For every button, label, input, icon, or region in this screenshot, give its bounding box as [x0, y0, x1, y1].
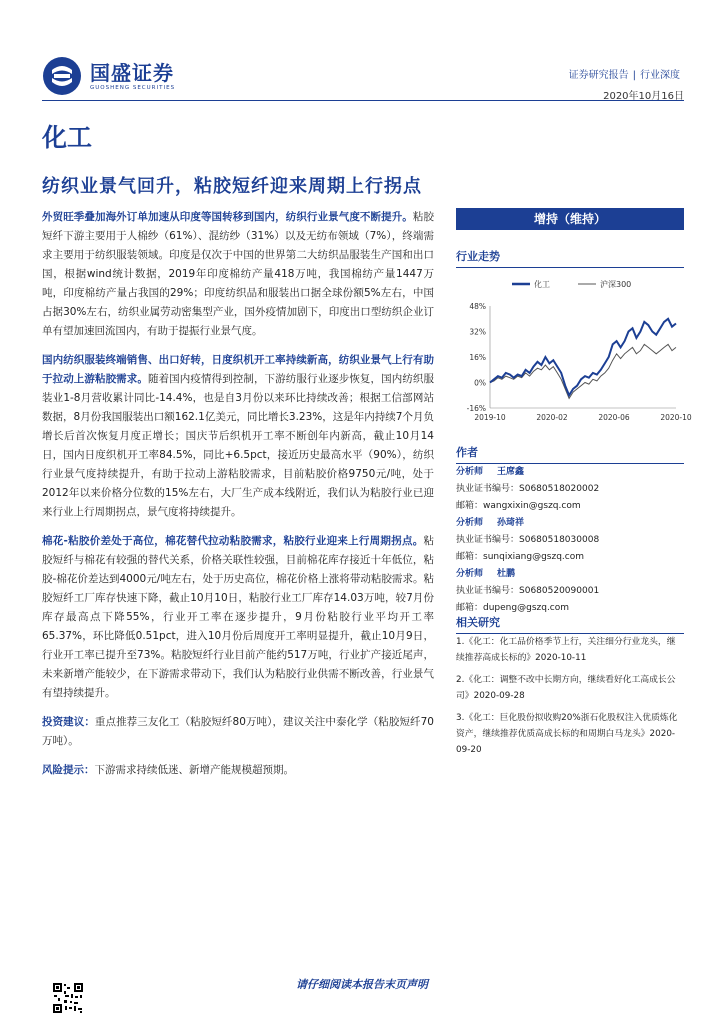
y-tick-label: 0%	[474, 378, 486, 388]
paragraph-body: 下游需求持续低迷、新增产能规模超预期。	[94, 764, 294, 776]
header-divider	[42, 100, 684, 101]
related-item[interactable]: 3.《化工：巨化股份拟收购20%浙石化股权注入优质炼化资产，继续推荐优质高成长标的和周期白马龙头》2020-09-20	[456, 713, 678, 755]
x-tick-label: 2020-06	[598, 413, 630, 422]
series-line-1	[490, 344, 676, 398]
x-tick-label: 2020-10	[660, 413, 692, 422]
author-email[interactable]: dupeng@gszq.com	[483, 603, 570, 613]
paragraph-lead: 投资建议：	[42, 716, 95, 728]
related-title: 相关研究	[456, 614, 684, 634]
author-name: 王席鑫	[497, 467, 525, 477]
trend-chart-svg	[456, 272, 692, 432]
author-role: 分析师	[456, 518, 484, 528]
paragraph-body: 粘胶短纤与棉花有较强的替代关系，价格关联性较强，目前棉花库存接近十年低位，粘胶-棉花价差达到4000元/吨左右，处于历史高位，棉花价格上涨将带动粘胶需求。粘胶短纤工厂库存快速下降，截止10月10日，粘胶行业工厂库存14.03万吨，较7月份库存最高点下降55%，行业开工率在逐步提升，9月份粘胶行业平均开工率65.37%，环比降低0.51pct，进入10月份后周度开工率明显提升，截止10月9日，行业开工率已提升至73%。粘胶短纤行业目前产能约517万吨，行业扩产接近尾声，未来新增产能较少，在下游需求带动下，我们认为粘胶行业供需不断改善，行业景气有望持续提升。	[42, 535, 434, 699]
legend-label: 化工	[534, 280, 550, 289]
paragraph	[42, 761, 434, 780]
legend-label: 沪深300	[600, 280, 632, 289]
x-tick-label: 2020-02	[536, 413, 568, 422]
cert-label: 执业证书编号：	[456, 484, 520, 494]
trend-title: 行业走势	[456, 248, 684, 268]
section-title: 化工	[42, 123, 93, 152]
report-category: 行业深度	[640, 70, 680, 81]
cert-label: 执业证书编号：	[456, 586, 520, 596]
author-cert: S0680518020002	[519, 484, 600, 494]
author-title: 作者	[456, 444, 684, 464]
email-label: 邮箱：	[456, 552, 484, 562]
report-headline: 纺织业景气回升，粘胶短纤迎来周期上行拐点	[42, 176, 422, 197]
author-role: 分析师	[456, 569, 484, 579]
y-tick-label: 16%	[469, 353, 486, 362]
x-tick-label: 2019-10	[474, 413, 506, 422]
paragraph-lead: 棉花-粘胶价差处于高位，棉花替代拉动粘胶需求，粘胶行业迎来上行周期拐点。	[42, 535, 424, 547]
email-label: 邮箱：	[456, 603, 484, 613]
author-email[interactable]: sunqixiang@gszq.com	[483, 552, 585, 562]
paragraph-body: 随着国内疫情得到控制，下游纺服行业逐步恢复，国内纺织服装业1-8月营收累计同比-14.4%，也是自3月份以来环比持续改善；根据工信部网站数据，8月份我国服装出口额162.1亿美元，同比增长3.23%，这是年内持续7个月负增长后首次恢复月度正增长；国庆节后织机开工率不断创年内新高，截止10月14日，国内日度织机开工率84.5%，同比+6.5pct，接近历史最高水平（90%），纺织行业景气度持续提升，有助于拉动上游粘胶需求，目前粘胶价格9750元/吨，处于2012年以来价格分位数的15%左右，大厂生产成本线附近，我们认为粘胶行业已迎来行业上行周期拐点，景气度将持续提升。	[42, 373, 435, 518]
paragraph	[42, 532, 434, 703]
brand-name-en: GUOSHENG SECURITIES	[90, 84, 176, 91]
author-block	[456, 515, 684, 566]
report-header: 证券研究报告 | 行业深度 2020年10月16日	[565, 66, 684, 102]
author-block	[456, 464, 684, 515]
paragraph	[42, 351, 434, 522]
related-item[interactable]: 1.《化工：化工品价格季节上行，关注细分行业龙头，继续推荐高成长标的》2020-10-11	[456, 637, 676, 663]
paragraph-lead: 风险提示：	[42, 764, 95, 776]
report-type: 证券研究报告	[568, 70, 629, 81]
cert-label: 执业证书编号：	[456, 535, 520, 545]
author-cert: S0680518030008	[519, 535, 600, 545]
report-date: 2020年10月16日	[603, 91, 684, 102]
brand-name: 国盛证券	[90, 60, 174, 85]
y-tick-label: 48%	[469, 302, 486, 311]
paragraph-body: 粘胶短纤下游主要用于人棉纱（61%）、混纺纱（31%）以及无纺布领域（7%），终端需求主要用于纺织服装领域。印度是仅次于中国的世界第二大纺织品服装生产国和出口国，根据wind统计数据，2019年印度棉纺产量418万吨，我国棉纺产量1447万吨，印度棉纺产量占我国的29%；印度纺织品和服装出口据全球份额5%左右，中国占据30%左右，纺织业属劳动密集型产业，国外疫情加剧下，印度出口型纺织企业订单有望加速回流国内，有助于提振行业景气度。	[42, 211, 435, 337]
author-cert: S0680520090001	[519, 586, 600, 596]
main-body	[42, 208, 434, 790]
sidebar	[456, 208, 692, 432]
y-tick-label: -16%	[466, 404, 486, 413]
author-block	[456, 566, 684, 617]
related-item[interactable]: 2.《化工：调整不改中长期方向，继续看好化工高成长公司》2020-09-28	[456, 675, 676, 701]
author-role: 分析师	[456, 467, 484, 477]
paragraph-lead: 外贸旺季叠加海外订单加速从印度等国转移到国内，纺织行业景气度不断提升。	[42, 211, 413, 223]
paragraph	[42, 713, 434, 751]
author-email[interactable]: wangxixin@gszq.com	[483, 501, 581, 511]
footer-disclaimer: 请仔细阅读本报告末页声明	[296, 978, 428, 991]
author-name: 孙琦祥	[497, 518, 525, 528]
related-list	[456, 634, 684, 764]
author-list	[456, 464, 684, 617]
y-tick-label: 32%	[469, 327, 486, 337]
trend-chart	[456, 272, 692, 432]
author-name: 杜鹏	[497, 569, 516, 579]
brand-logo	[42, 56, 175, 96]
guosheng-logo-icon	[42, 56, 82, 96]
rating-badge: 增持（维持）	[456, 208, 684, 230]
paragraph-lead: 国内纺织服装终端销售、出口好转，日度织机开工率持续新高，纺织业景气上行有助于拉动上游粘胶需求。	[42, 354, 434, 385]
paragraph	[42, 208, 434, 341]
email-label: 邮箱：	[456, 501, 484, 511]
paragraph-body: 重点推荐三友化工（粘胶短纤80万吨），建议关注中泰化学（粘胶短纤70万吨）。	[42, 716, 434, 747]
